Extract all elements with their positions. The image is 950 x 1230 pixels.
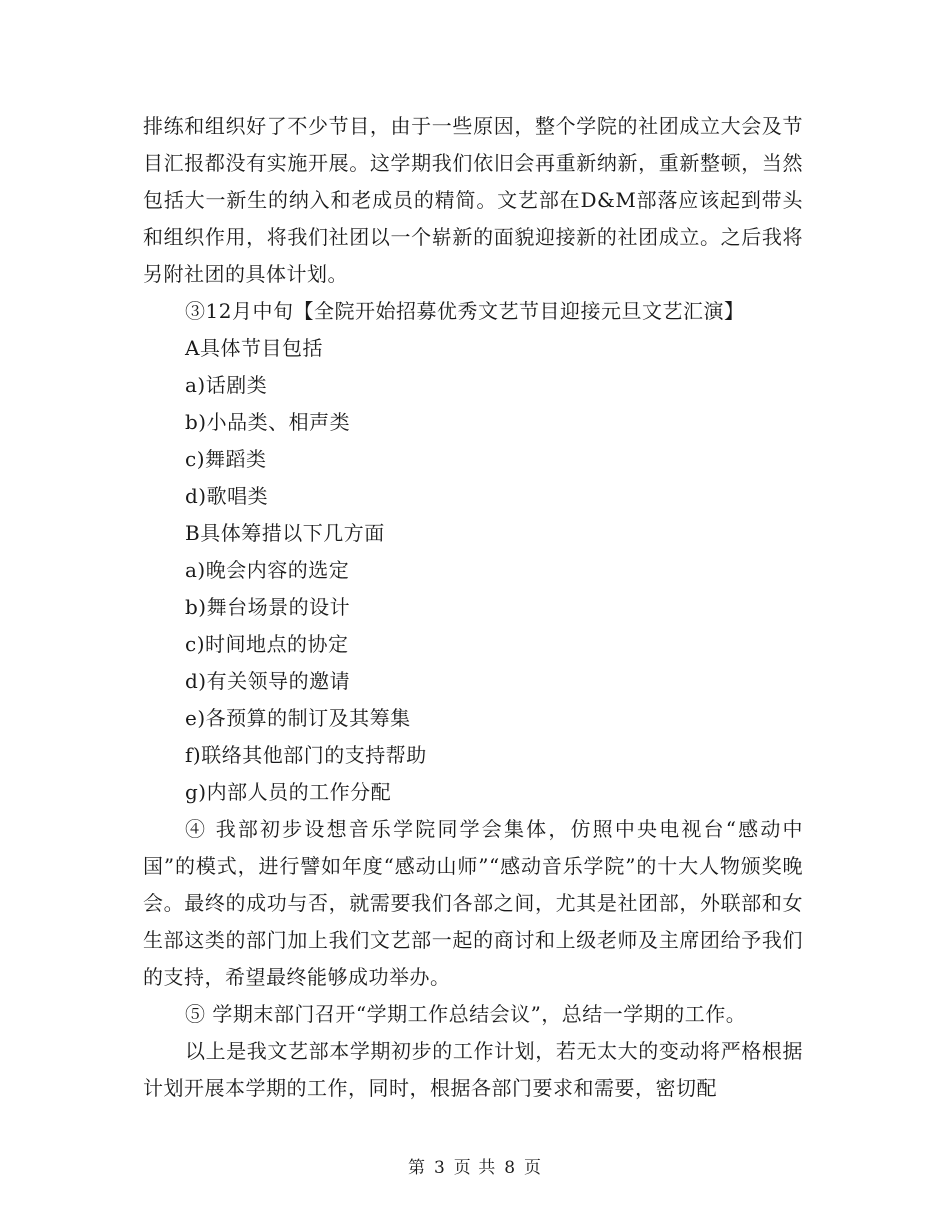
item-5-paragraph: ⑤ 学期末部门召开“学期工作总结会议”，总结一学期的工作。: [185, 1002, 747, 1026]
section-b-item: d)有关领导的邀请: [185, 669, 351, 693]
section-a-item: b)小品类、相声类: [185, 410, 351, 434]
page-footer: [0, 1153, 950, 1178]
section-b-title: B具体筹措以下几方面: [185, 521, 385, 545]
document-body: [143, 108, 803, 1107]
current-page-number: 3: [433, 1158, 446, 1178]
footer-suffix: 页: [524, 1158, 543, 1178]
section-a-item: c)舞蹈类: [185, 447, 267, 471]
total-page-count: 8: [504, 1158, 517, 1178]
closing-paragraph: 以上是我文艺部本学期初步的工作计划，若无太大的变动将严格根据计划开展本学期的工作，同时，根据各部门要求和需要，密切配: [143, 1039, 803, 1100]
section-a-title: A具体节目包括: [185, 336, 323, 360]
footer-mid: 页 共: [453, 1158, 497, 1178]
section-b-item: a)晚会内容的选定: [185, 558, 350, 582]
paragraph-continuation: 排练和组织好了不少节目，由于一些原因，整个学院的社团成立大会及节目汇报都没有实施开展。这学期我们依旧会再重新纳新，重新整顿，当然包括大一新生的纳入和老成员的精简。文艺部在D&M部落应该起到带头和组织作用，将我们社团以一个崭新的面貌迎接新的社团成立。之后我将另附社团的具体计划。: [143, 114, 803, 286]
section-b-item: f)联络其他部门的支持帮助: [185, 743, 427, 767]
section-b-item: c)时间地点的协定: [185, 632, 349, 656]
section-b-item: b)舞台场景的设计: [185, 595, 351, 619]
section-a-item: a)话剧类: [185, 373, 268, 397]
footer-prefix: 第: [407, 1158, 426, 1178]
item-4-paragraph: ④ 我部初步设想音乐学院同学会集体，仿照中央电视台“感动中国”的模式，进行譬如年度“感动山师”“感动音乐学院”的十大人物颁奖晚会。最终的成功与否，就需要我们各部之间，尤其是社团部，外联部和女生部这类的部门加上我们文艺部一起的商讨和上级老师及主席团给予我们的支持，希望最终能够成功举办。: [143, 817, 803, 989]
section-b-item: g)内部人员的工作分配: [185, 780, 392, 804]
section-b-item: e)各预算的制订及其筹集: [185, 706, 411, 730]
item-3-heading: ③12月中旬【全院开始招募优秀文艺节目迎接元旦文艺汇演】: [185, 299, 745, 323]
section-a-item: d)歌唱类: [185, 484, 269, 508]
